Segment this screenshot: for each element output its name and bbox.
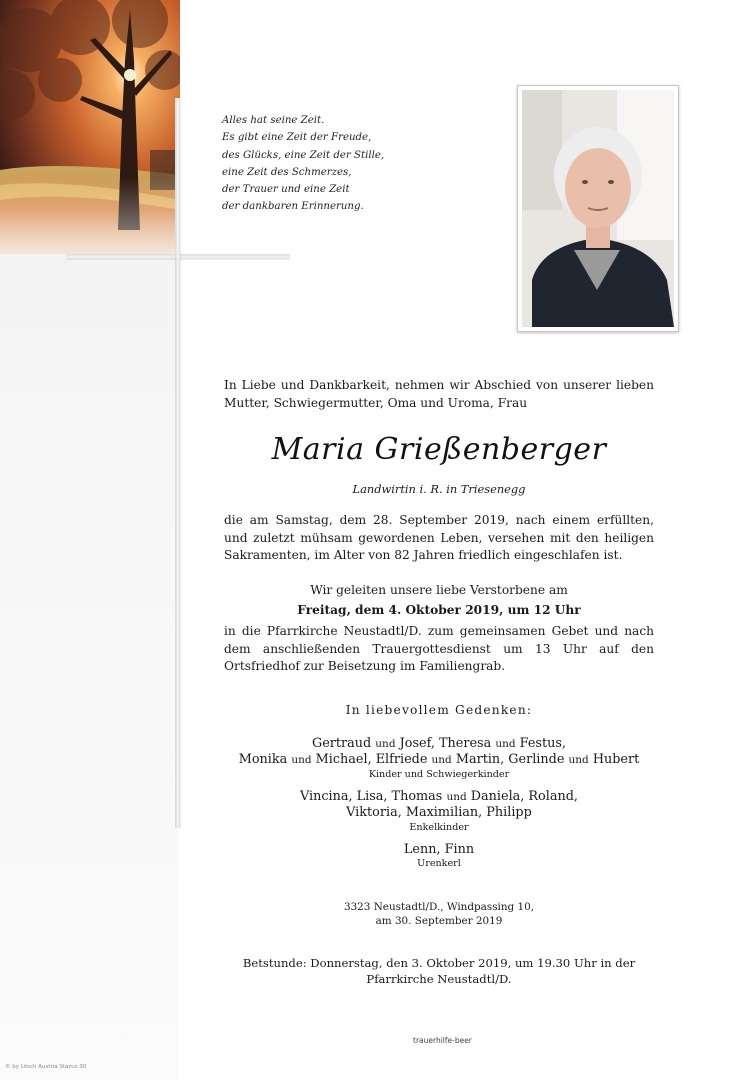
portrait-photo — [517, 85, 679, 332]
address-date: am 30. September 2019 — [375, 915, 503, 927]
connector-word: und — [431, 754, 452, 766]
children-line-2 — [214, 751, 664, 769]
connector-word: und — [568, 754, 589, 766]
betstunde-line-2: Pfarrkirche Neustadtl/D. — [366, 972, 512, 986]
grandchildren-line-2: Viktoria, Maximilian, Philipp — [346, 805, 532, 820]
footer-brand: trauerhilfe-beer — [413, 1036, 472, 1045]
poem-line: der Trauer und eine Zeit — [222, 184, 350, 196]
deceased-name: Maria Grießenberger — [271, 432, 607, 467]
poem-line: Alles hat seine Zeit. — [222, 115, 325, 126]
family-name: Hubert — [592, 752, 640, 767]
family-name: Michael, Elfriede — [315, 752, 428, 767]
betstunde-line-1: Betstunde: Donnerstag, den 3. Oktober 2019, um 19.30 Uhr in der — [242, 956, 636, 970]
poem — [222, 112, 482, 216]
funeral-lead: Wir geleiten unsere liebe Verstorbene am — [310, 583, 568, 597]
family-name: Gertraud — [311, 736, 372, 751]
family-name: Vincina, Lisa, Thomas — [300, 789, 443, 804]
family-name: Festus, — [519, 736, 567, 751]
children-label: Kinder und Schwiegerkinder — [368, 769, 510, 780]
copyright-note: © by Lösch Austria Stazus 30 — [5, 1064, 87, 1070]
gedenken-title: In liebevollem Gedenken: — [345, 703, 533, 717]
family-name: Martin, Gerlinde — [455, 752, 565, 767]
sunset-tree-image — [0, 0, 180, 254]
poem-line: Es gibt eine Zeit der Freude, — [222, 132, 372, 144]
grandchildren-label: Enkelkinder — [409, 822, 469, 833]
poem-line: der dankbaren Erinnerung. — [222, 201, 364, 213]
funeral-date: Freitag, dem 4. Oktober 2019, um 12 Uhr — [297, 603, 581, 617]
deceased-role: Landwirtin i. R. in Triesenegg — [352, 482, 526, 496]
family-name: Josef, Theresa — [399, 736, 492, 751]
family-name: Monika — [238, 752, 288, 767]
great-grandchildren: Lenn, Finn — [403, 842, 475, 857]
poem-line: des Glücks, eine Zeit der Stille, — [222, 149, 385, 161]
family-name: Daniela, Roland, — [470, 789, 578, 804]
connector-word: und — [375, 738, 396, 750]
intro-text: In Liebe und Dankbarkeit, nehmen wir Abschied von unserer lieben Mutter, Schwiegermutter, Oma und Uroma, Frau — [224, 378, 654, 410]
poem-line: eine Zeit des Schmerzes, — [222, 166, 352, 178]
funeral-details: in die Pfarrkirche Neustadtl/D. zum gemeinsamen Gebet und nach dem anschließenden Trauergottesdienst um 13 Uhr auf den Ortsfriedhof zur Beisetzung im Familiengrab. — [224, 624, 654, 673]
great-grandchildren-label: Urenkerl — [417, 858, 461, 869]
connector-word: und — [291, 754, 312, 766]
connector-word: und — [446, 791, 467, 803]
cross-vertical-bar — [175, 98, 180, 828]
connector-word: und — [495, 738, 516, 750]
death-announcement: die am Samstag, dem 28. September 2019, nach einem erfüllten, und zuletzt mühsam gewordenen Leben, versehen mit den heiligen Sakramenten, im Alter von 82 Jahren friedlich eingeschlafen ist. — [224, 513, 654, 562]
address-line: 3323 Neustadtl/D., Windpassing 10, — [343, 901, 535, 913]
